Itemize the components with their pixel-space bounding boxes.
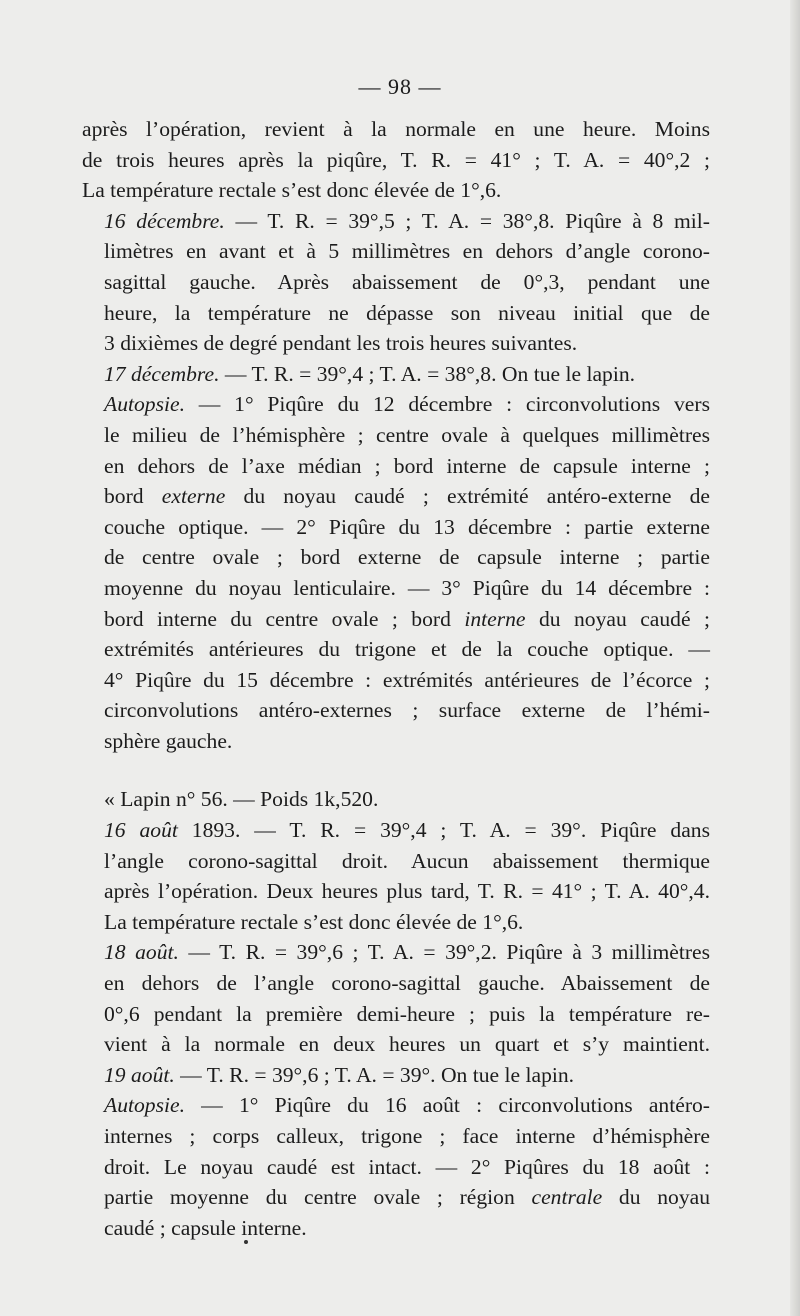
text-line: — T. R. = 39°,6 ; T. A. = 39°. On tue le lapin. [174, 1062, 575, 1087]
section-label: Autopsie. [104, 1093, 185, 1118]
emphasis-word: centrale [531, 1185, 603, 1210]
section-label: Autopsie. [104, 392, 185, 417]
text-line: La température rectale s’est donc élevée de 1°,6. [82, 178, 502, 203]
text-line: — T. R. = 39°,6 ; T. A. = 39°,2. Piqûre à 3 millimètres [178, 940, 710, 965]
ink-speck [244, 1240, 248, 1244]
text-line: de centre ovale ; bord externe de capsule interne ; partie [104, 545, 710, 570]
date-label: 16 août [104, 818, 178, 843]
text-line: vient à la normale en deux heures un quart et s’y maintient. [104, 1032, 710, 1057]
paragraph-16-decembre [82, 206, 710, 359]
text-line: 4° Piqûre du 15 décembre : extrémités antérieures de l’écorce ; [104, 667, 710, 692]
text-line: caudé ; capsule interne. [104, 1215, 307, 1240]
paragraph-17-decembre [82, 359, 710, 390]
emphasis-word: externe [161, 484, 226, 509]
page-number: — 98 — [358, 74, 442, 99]
paragraph-1 [82, 114, 710, 206]
text-line: après l’opération, revient à la normale en une heure. Moins [82, 117, 710, 141]
date-label: 19 août. [104, 1062, 175, 1087]
paragraph-autopsie-2 [82, 1090, 710, 1243]
text-line: La température rectale s’est donc élevée de 1°,6. [104, 909, 524, 934]
text-line: l’angle corono-sagittal droit. Aucun abaissement thermique [104, 848, 710, 873]
date-label: 16 décembre. [104, 208, 225, 233]
text-line: — T. R. = 39°,5 ; T. A. = 38°,8. Piqûre à 8 mil- [224, 208, 710, 233]
text-line: — T. R. = 39°,4 ; T. A. = 38°,8. On tue le lapin. [219, 361, 636, 386]
text-line: en dehors de l’angle corono-sagittal gauche. Abaissement de [104, 971, 710, 996]
text-line: 1893. — T. R. = 39°,4 ; T. A. = 39°. Piqûre dans [177, 818, 710, 843]
paragraph-autopsie-1 [82, 389, 710, 756]
body-text [82, 114, 710, 1243]
text-line: internes ; corps calleux, trigone ; face interne d’hémisphère [104, 1124, 710, 1148]
text-line: extrémités antérieures du trigone et de la couche optique. — [104, 637, 710, 662]
text-line: de trois heures après la piqûre, T. R. = 41° ; T. A. = 40°,2 ; [82, 147, 710, 172]
text-line: heure, la température ne dépasse son niveau initial que de [104, 300, 710, 325]
text-line: circonvolutions antéro-externes ; surface externe de l’hémi- [104, 698, 710, 723]
date-label: 18 août. [104, 940, 179, 965]
page-edge [790, 0, 800, 1316]
section-heading [82, 784, 710, 815]
paragraph-18-aout [82, 937, 710, 1059]
date-label: 17 décembre. [104, 361, 220, 386]
text-line: du noyau [602, 1185, 711, 1210]
text-line: le milieu de l’hémisphère ; centre ovale à quelques millimètres [104, 422, 710, 447]
text-line: du noyau caudé ; [525, 606, 710, 631]
paragraph-19-aout [82, 1060, 710, 1091]
text-line: sagittal gauche. Après abaissement de 0°,3, pendant une [104, 269, 710, 294]
text-line: après l’opération. Deux heures plus tard, T. R. = 41° ; T. A. 40°,4. [104, 879, 710, 904]
text-line: moyenne du noyau lenticulaire. — 3° Piqûre du 14 décembre : [104, 575, 710, 600]
text-line: bord interne du centre ovale ; bord [104, 606, 465, 631]
text-line: partie moyenne du centre ovale ; région [104, 1185, 532, 1210]
text-line: bord [104, 484, 162, 509]
text-line: droit. Le noyau caudé est intact. — 2° Piqûres du 18 août : [104, 1154, 710, 1179]
text-line: du noyau caudé ; extrémité antéro-externe de [225, 484, 710, 509]
text-line: en dehors de l’axe médian ; bord interne de capsule interne ; [104, 453, 710, 478]
text-line: 3 dixièmes de degré pendant les trois heures suivantes. [104, 331, 578, 356]
text-line: — 1° Piqûre du 16 août : circonvolutions antéro- [184, 1093, 710, 1118]
text-line: 0°,6 pendant la première demi-heure ; puis la température re- [104, 1001, 710, 1026]
text-line: — 1° Piqûre du 12 décembre : circonvolutions vers [184, 392, 710, 417]
emphasis-word: interne [464, 606, 526, 631]
paragraph-16-aout [82, 815, 710, 937]
heading-lapin-56: « Lapin n° 56. — Poids 1k,520. [104, 787, 379, 812]
text-line: sphère gauche. [104, 728, 233, 753]
text-line: couche optique. — 2° Piqûre du 13 décembre : partie externe [104, 514, 710, 539]
text-line: limètres en avant et à 5 millimètres en dehors d’angle corono- [104, 239, 710, 264]
